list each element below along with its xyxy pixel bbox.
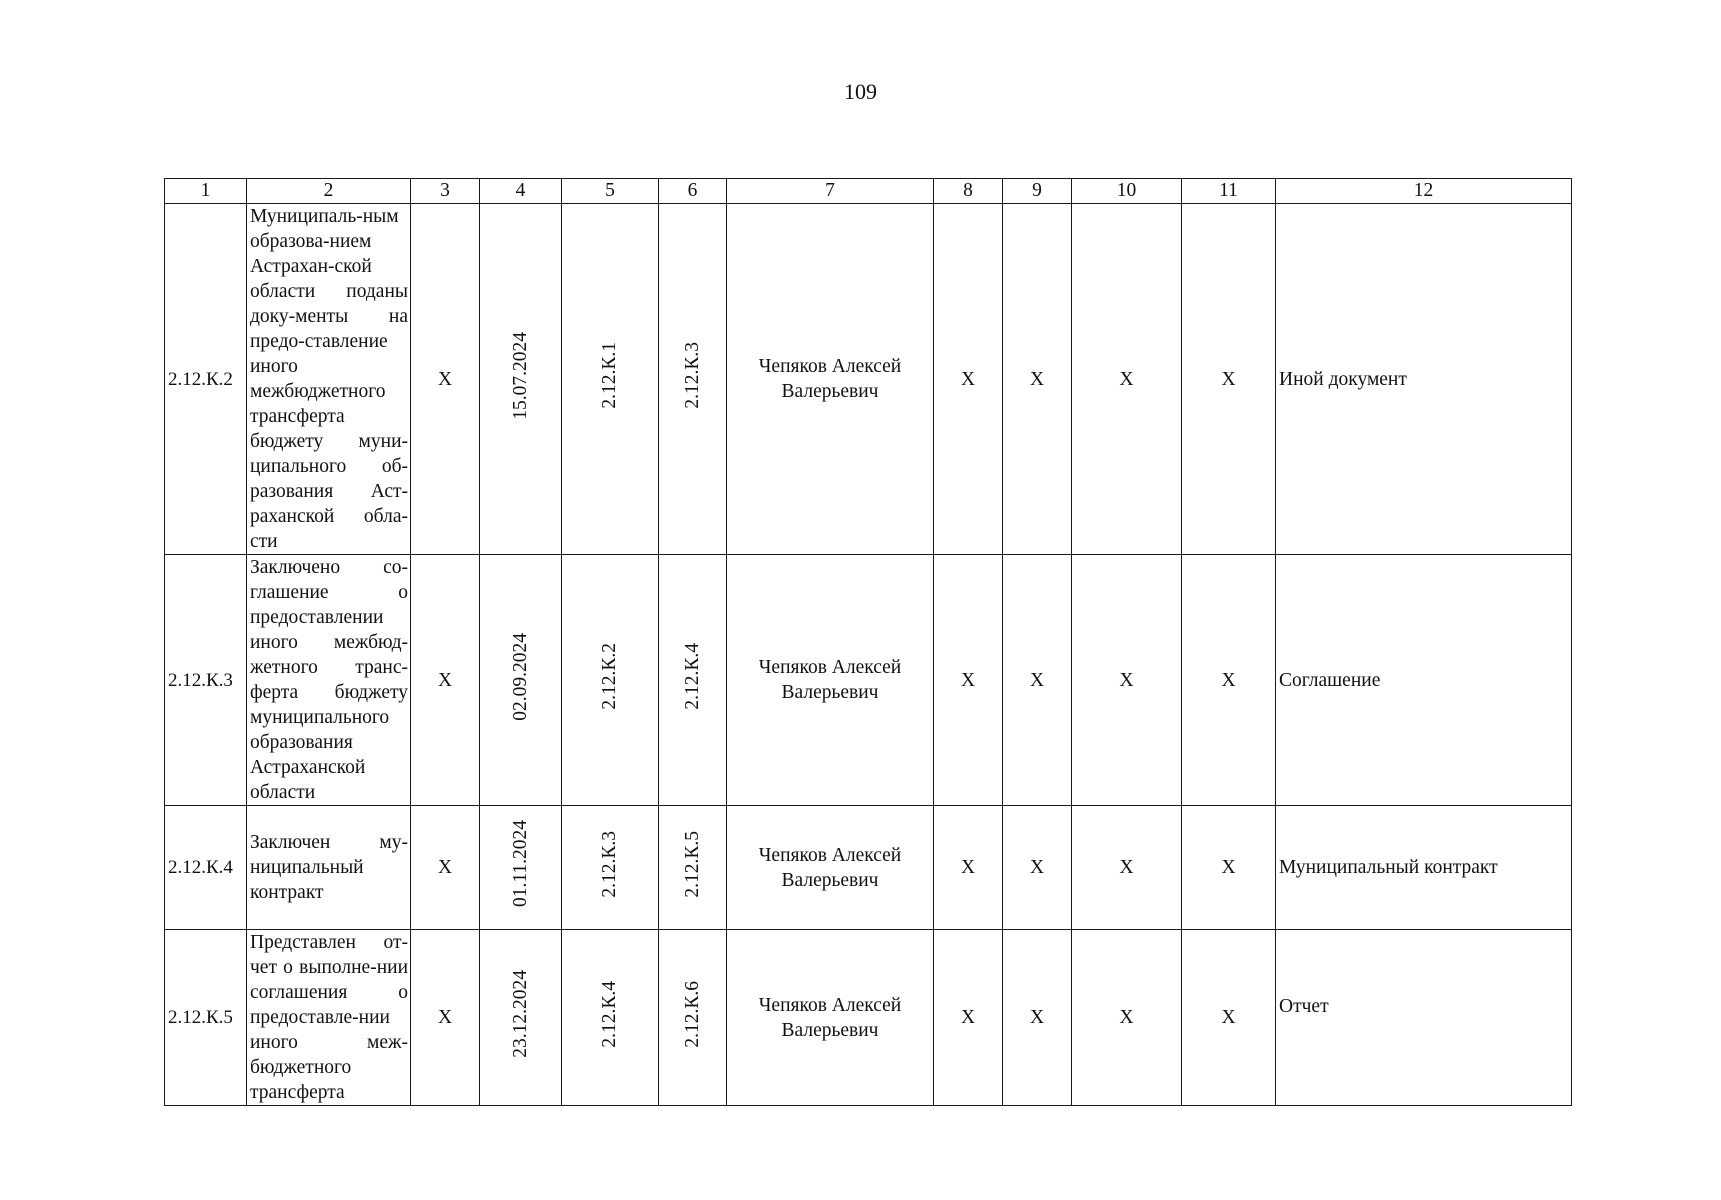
cell-mark: Х (934, 204, 1003, 555)
cell-mark: Х (1182, 930, 1276, 1106)
column-header: 12 (1276, 179, 1572, 204)
table-row (165, 930, 1572, 1106)
table-row (165, 806, 1572, 930)
next-cell (659, 806, 727, 930)
column-header: 3 (411, 179, 480, 204)
result-document: Иной документ (1276, 204, 1572, 555)
next-point: 2.12.К.3 (681, 342, 703, 409)
next-cell (659, 204, 727, 555)
cell-mark: Х (1072, 806, 1182, 930)
column-header: 4 (480, 179, 562, 204)
control-point-date: 02.09.2024 (509, 632, 531, 721)
next-point: 2.12.К.5 (681, 830, 703, 898)
cell-mark: Х (1072, 930, 1182, 1106)
column-header: 11 (1182, 179, 1276, 204)
date-cell (480, 204, 562, 555)
control-point-code: 2.12.К.4 (165, 806, 247, 930)
column-header: 7 (727, 179, 934, 204)
next-point: 2.12.К.4 (681, 643, 703, 710)
date-cell (480, 930, 562, 1106)
next-point: 2.12.К.6 (681, 980, 703, 1048)
previous-point: 2.12.К.2 (599, 643, 620, 710)
page-number: 109 (844, 79, 877, 104)
date-cell (480, 806, 562, 930)
prev-cell (562, 555, 659, 806)
cell-mark: Х (411, 806, 480, 930)
cell-mark: Х (934, 555, 1003, 806)
control-point-description: Заключен му-ниципальный контракт (247, 806, 411, 930)
previous-point: 2.12.К.1 (599, 342, 620, 409)
cell-mark: Х (1182, 806, 1276, 930)
cell-mark: Х (1003, 204, 1072, 555)
date-cell (480, 555, 562, 806)
responsible-person: Чепяков Алексей Валерьевич (727, 806, 934, 930)
table-row (165, 555, 1572, 806)
cell-mark: Х (1072, 204, 1182, 555)
cell-mark: Х (1072, 555, 1182, 806)
column-header: 1 (165, 179, 247, 204)
cell-mark: Х (411, 930, 480, 1106)
control-point-code: 2.12.К.2 (165, 204, 247, 555)
column-header: 9 (1003, 179, 1072, 204)
cell-mark: Х (1003, 930, 1072, 1106)
cell-mark: Х (1003, 806, 1072, 930)
table-row (165, 204, 1572, 555)
control-point-date: 01.11.2024 (509, 820, 531, 908)
cell-mark: Х (934, 806, 1003, 930)
control-point-code: 2.12.К.5 (165, 930, 247, 1106)
next-cell (659, 555, 727, 806)
cell-mark: Х (411, 204, 480, 555)
result-document: Соглашение (1276, 555, 1572, 806)
responsible-person: Чепяков Алексей Валерьевич (727, 204, 934, 555)
prev-cell (562, 806, 659, 930)
cell-mark: Х (934, 930, 1003, 1106)
control-point-code: 2.12.К.3 (165, 555, 247, 806)
next-cell (659, 930, 727, 1106)
control-point-description: Муниципаль-ным образова-нием Астрахан-ской области поданы доку-менты на предо-ставление иного межбюджетного трансферта бюджету муни-ципального об-разования Аст-раханской обла-сти (247, 204, 411, 555)
column-header: 5 (562, 179, 659, 204)
prev-cell (562, 930, 659, 1106)
control-point-description: Представлен от-чет о выполне-нии соглашения о предоставле-нии иного меж-бюджетного трансферта (247, 930, 411, 1106)
column-header: 8 (934, 179, 1003, 204)
column-header: 2 (247, 179, 411, 204)
cell-mark: Х (1182, 555, 1276, 806)
cell-mark: Х (411, 555, 480, 806)
result-document: Муниципальный контракт (1276, 806, 1572, 930)
column-header: 10 (1072, 179, 1182, 204)
table-header-row (165, 179, 1572, 204)
responsible-person: Чепяков Алексей Валерьевич (727, 930, 934, 1106)
control-point-date: 15.07.2024 (509, 331, 531, 420)
result-document: Отчет (1276, 930, 1572, 1106)
responsible-person: Чепяков Алексей Валерьевич (727, 555, 934, 806)
control-point-date: 23.12.2024 (509, 970, 531, 1058)
previous-point: 2.12.К.4 (599, 980, 620, 1048)
previous-point: 2.12.К.3 (599, 830, 620, 898)
control-point-description: Заключено со-глашение о предоставлении иного межбюд-жетного транс-ферта бюджету муниципального образования Астраханской области (247, 555, 411, 806)
prev-cell (562, 204, 659, 555)
cell-mark: Х (1182, 204, 1276, 555)
column-header: 6 (659, 179, 727, 204)
cell-mark: Х (1003, 555, 1072, 806)
control-points-table (164, 178, 1572, 1106)
